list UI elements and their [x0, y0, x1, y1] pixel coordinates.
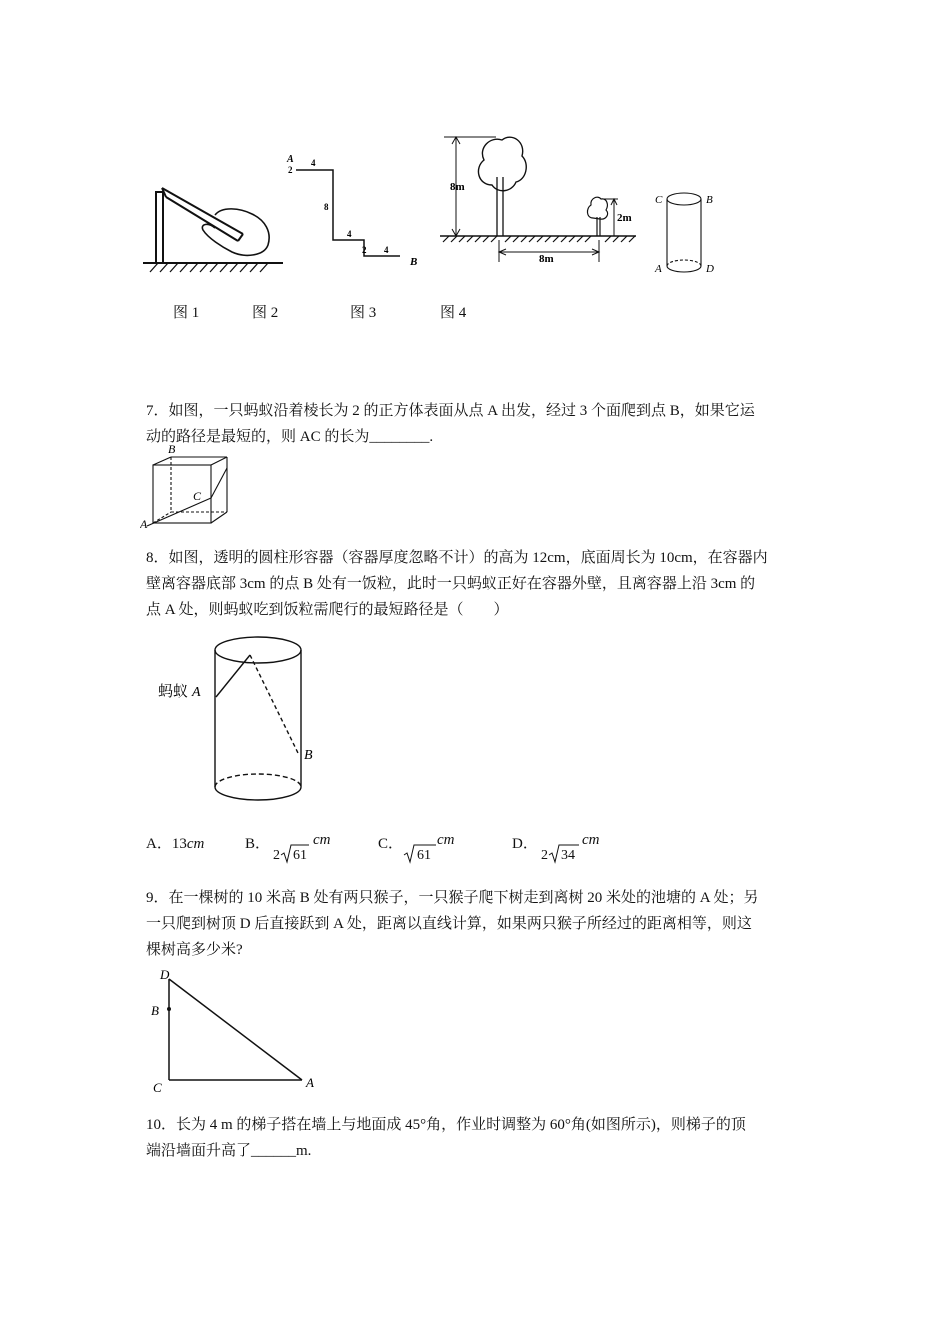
q8-option-a-value: 13	[171, 836, 187, 852]
q8-line-3: 点 A 处，则蚂蚁吃到饭粒需爬行的最短路径是（ ）	[146, 602, 509, 618]
fig2-label-a: A	[287, 154, 294, 165]
q8-option-b-coef: 2	[273, 848, 280, 863]
q8-option-a-letter: A．	[146, 836, 172, 852]
top-figures	[0, 0, 950, 300]
q8-option-d-radicand: 34	[561, 848, 575, 863]
q9-triangle-figure	[145, 965, 330, 1095]
fig2-label-b: B	[410, 256, 418, 268]
fig2-label-n6: 4	[384, 245, 389, 255]
q8-option-a	[146, 832, 204, 853]
q8-option-b-letter: B．	[245, 836, 271, 852]
q8-label-ant: 蚂蚁	[158, 684, 189, 700]
figure-caption-1: 图 1	[173, 305, 200, 321]
q9-label-d: D	[160, 967, 170, 982]
q8-line-1: 8．如图，透明的圆柱形容器（容器厚度忽略不计）的高为 12cm，底面周长为 10cm，在容器内	[146, 550, 768, 566]
figure-caption-2: 图 2	[252, 305, 279, 321]
q8-option-c-letter: C．	[378, 836, 404, 852]
fig3-label-h1: 8m	[450, 181, 465, 193]
figure-3-trees	[440, 137, 636, 262]
fig2-label-n4: 4	[347, 229, 352, 239]
q7-label-b: B	[168, 442, 176, 456]
q9-line-3: 棵树高多少米?	[146, 942, 243, 958]
q10-line-2: 端沿墙面升高了______m.	[146, 1143, 312, 1159]
q7-line-1: 7．如图，一只蚂蚁沿着棱长为 2 的正方体表面从点 A 出发，经过 3 个面爬到点 B，如果它运	[146, 403, 755, 419]
fig2-label-n5: 2	[362, 245, 367, 255]
fig4-label-b: B	[706, 194, 713, 206]
fig2-label-n2: 2	[288, 165, 293, 175]
fig2-label-n1: 4	[311, 158, 316, 168]
figure-caption-3: 图 3	[350, 305, 377, 321]
fig3-label-w: 8m	[539, 253, 554, 265]
q8-option-d-unit: cm	[582, 832, 600, 848]
q10-line-1: 10．长为 4 m 的梯子搭在墙上与地面成 45°角，作业时调整为 60°角(如图所示)，则梯子的顶	[146, 1117, 746, 1133]
q9-label-a: A	[306, 1075, 314, 1090]
fig3-label-h2: 2m	[617, 212, 632, 224]
fig2-label-n3: 8	[324, 202, 329, 212]
figure-caption-4: 图 4	[440, 305, 467, 321]
figure-1-ladder-diagram	[143, 188, 283, 272]
q8-option-b-unit: cm	[313, 832, 331, 848]
figure-2-stair-path	[286, 154, 417, 268]
q7-label-a: A	[140, 517, 148, 531]
q8-option-d-coef: 2	[541, 848, 548, 863]
q7-line-2: 动的路径是最短的，则 AC 的长为________.	[146, 429, 434, 445]
fig4-label-a: A	[655, 263, 662, 275]
q8-option-d-letter: D．	[512, 836, 538, 852]
fig4-label-d: D	[706, 263, 714, 275]
q7-cube-figure	[140, 440, 240, 535]
q9-label-c: C	[153, 1080, 162, 1095]
q8-cylinder-figure	[140, 625, 340, 815]
q8-option-a-unit: cm	[186, 836, 205, 852]
q8-option-c-radicand: 61	[417, 848, 431, 863]
q8-option-b-radicand: 61	[293, 848, 307, 863]
q7-label-c: C	[193, 489, 202, 503]
q9-line-2: 一只爬到树顶 D 后直接跃到 A 处，距离以直线计算，如果两只猴子所经过的距离相等，则这	[146, 916, 752, 932]
q8-option-c-unit: cm	[437, 832, 455, 848]
q8-label-a: A	[192, 685, 201, 700]
q9-line-1: 9．在一棵树的 10 米高 B 处有两只猴子，一只猴子爬下树走到离树 20 米处的池塘的 A 处；另	[146, 890, 759, 906]
q8-line-2: 壁离容器底部 3cm 的点 B 处有一饭粒，此时一只蚂蚁正好在容器外壁，且离容器上沿 3cm 的	[146, 576, 756, 592]
q9-label-b: B	[151, 1003, 159, 1018]
fig4-label-c: C	[655, 194, 663, 206]
q8-label-b: B	[304, 748, 313, 763]
figure-4-cylinder	[667, 193, 701, 272]
